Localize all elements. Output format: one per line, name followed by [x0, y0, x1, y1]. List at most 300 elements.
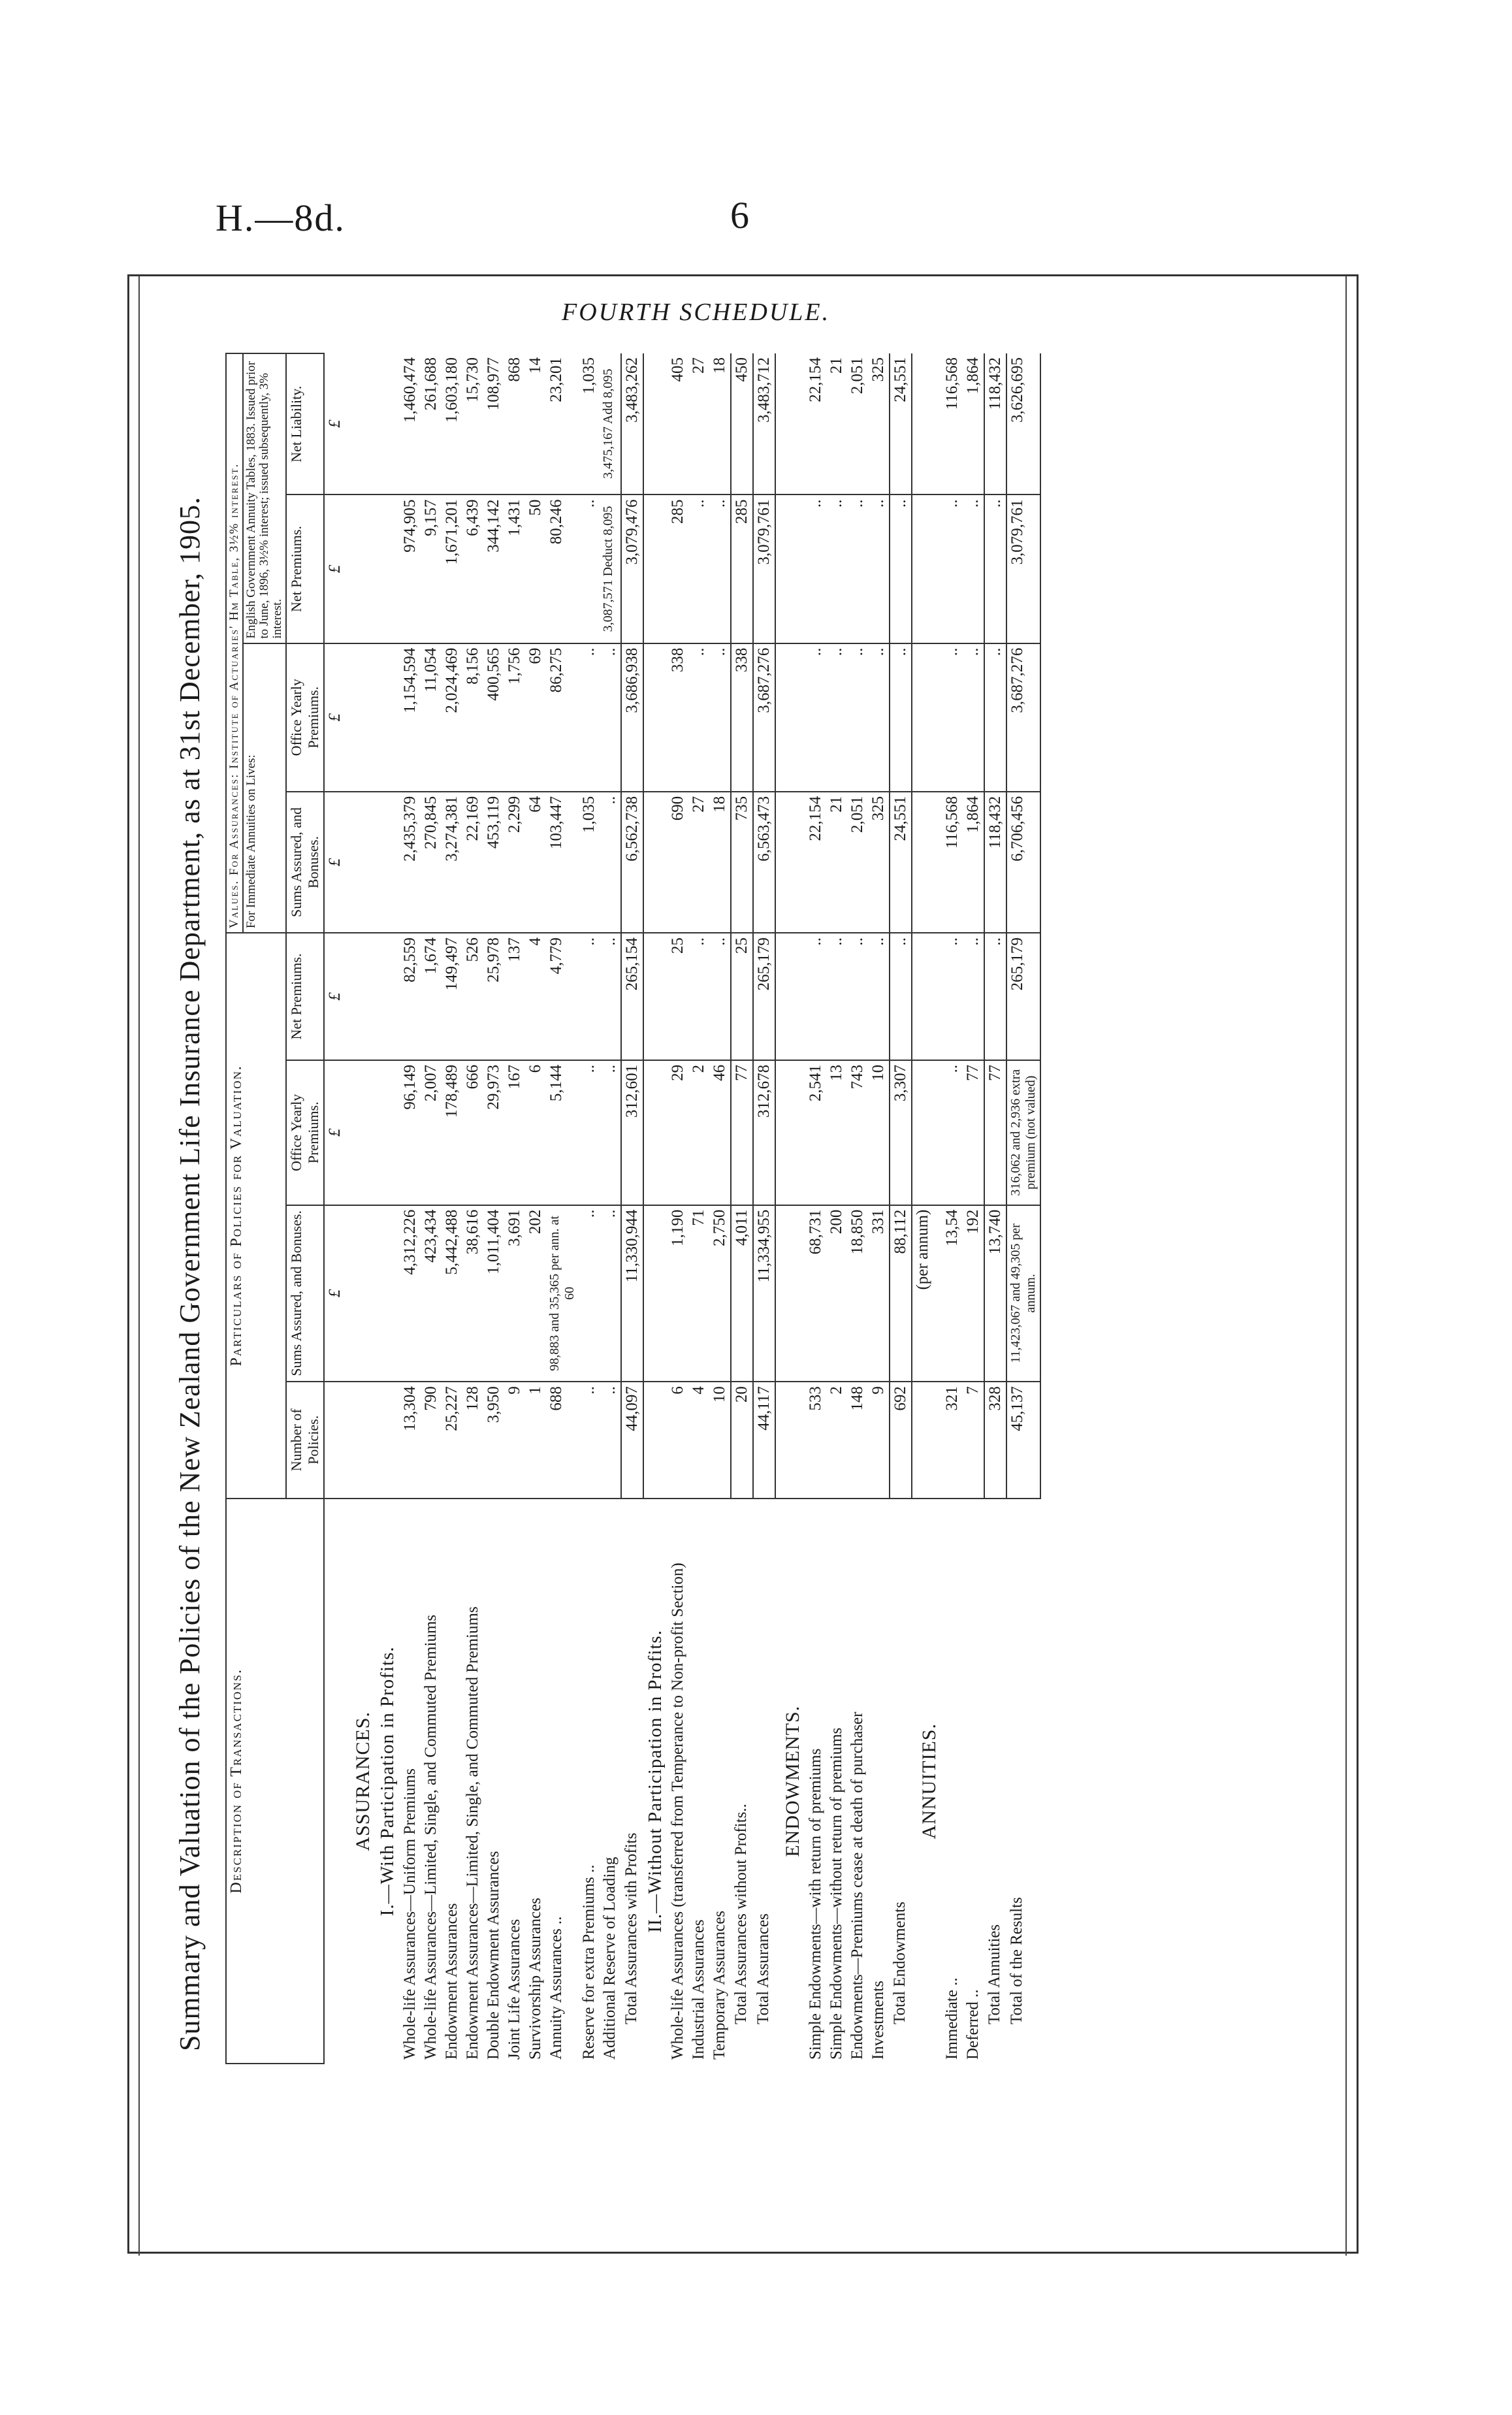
row-value: 71 [688, 1205, 709, 1382]
row-value: 98,883 and 35,365 per ann. at 60 [546, 1205, 579, 1382]
page-number: 6 [730, 194, 749, 236]
row-value: 21 [826, 353, 847, 494]
row-value: 18 [709, 353, 731, 494]
row-value: 790 [421, 1382, 442, 1498]
row-value: 3,079,761 [1006, 494, 1040, 643]
row-value: 77 [984, 1060, 1006, 1205]
row-value: 46 [709, 1060, 731, 1205]
row-value: 400,565 [483, 643, 504, 792]
col-values [226, 353, 243, 933]
row-value [775, 792, 805, 933]
table-row [376, 353, 400, 2064]
row-value: .. [709, 494, 731, 643]
row-value: 13,304 [400, 1382, 421, 1498]
row-value: 23,201 [546, 353, 579, 494]
row-value: 25,227 [442, 1382, 462, 1498]
row-value: 18 [709, 792, 731, 933]
row-value: .. [579, 1205, 600, 1382]
row-description: ASSURANCES. [346, 1499, 376, 2064]
row-value: .. [688, 643, 709, 792]
row-value: 77 [963, 1060, 984, 1205]
row-value: .. [579, 1382, 600, 1498]
row-value: .. [942, 1060, 963, 1205]
row-value: .. [984, 933, 1006, 1060]
row-value: 533 [805, 1382, 826, 1498]
row-description: Total Annuities [984, 1499, 1006, 2064]
row-value: 526 [462, 933, 483, 1060]
row-value: 137 [504, 933, 525, 1060]
row-value [643, 353, 668, 494]
row-value: 735 [731, 792, 753, 933]
row-value [912, 792, 942, 933]
row-value: 10 [868, 1060, 890, 1205]
row-value: 2 [688, 1060, 709, 1205]
row-value: 25 [731, 933, 753, 1060]
row-value: 27 [688, 792, 709, 933]
row-value: 3,686,938 [621, 643, 643, 792]
row-value: 11,054 [421, 643, 442, 792]
row-description: Whole-life Assurances (transferred from Temperance to Non-profit Section) [668, 1499, 688, 2064]
row-value: 690 [668, 792, 688, 933]
row-value: .. [963, 643, 984, 792]
table-row [579, 353, 600, 2064]
unit-pound: £ [324, 1205, 346, 1382]
annuity-basis: English Government Annuity Tables, 1883. Issued prior to June, 1896, 3½% interest; issued subsequently, 3% interest. [243, 353, 286, 643]
row-value: 4 [688, 1382, 709, 1498]
row-value: .. [868, 643, 890, 792]
table-row [504, 353, 525, 2064]
row-value: 25 [668, 933, 688, 1060]
row-value: 3,687,276 [753, 643, 775, 792]
row-value: 24,551 [890, 353, 912, 494]
row-value: 88,112 [890, 1205, 912, 1382]
row-description: Total Endowments [890, 1499, 912, 2064]
row-value [376, 933, 400, 1060]
row-value [346, 1060, 376, 1205]
row-value [346, 1205, 376, 1382]
row-value: 453,119 [483, 792, 504, 933]
table-row [963, 353, 984, 2064]
row-value: 3,483,712 [753, 353, 775, 494]
unit-pound: £ [324, 1060, 346, 1205]
row-value [346, 494, 376, 643]
row-value [912, 933, 942, 1060]
row-value: (per annum) [912, 1205, 942, 1382]
row-value [912, 353, 942, 494]
row-value: 3,950 [483, 1382, 504, 1498]
row-value: 688 [546, 1382, 579, 1498]
row-value: 9 [504, 1382, 525, 1498]
row-value: 265,179 [753, 933, 775, 1060]
row-value: 1,431 [504, 494, 525, 643]
row-value: 328 [984, 1382, 1006, 1498]
table-row [600, 353, 621, 2064]
table-row [525, 353, 546, 2064]
row-value: 6,439 [462, 494, 483, 643]
row-value: 3,475,167 Add 8,095 [600, 353, 621, 494]
row-value: 1,190 [668, 1205, 688, 1382]
rotated-table-container [225, 353, 1231, 2064]
row-value: 1,460,474 [400, 353, 421, 494]
row-value [775, 353, 805, 494]
row-value: 202 [525, 1205, 546, 1382]
row-value: 3,307 [890, 1060, 912, 1205]
row-description: Additional Reserve of Loading [600, 1499, 621, 2064]
row-value: 14 [525, 353, 546, 494]
row-value: 22,154 [805, 353, 826, 494]
unit-pound [324, 1382, 346, 1498]
row-value: 321 [942, 1382, 963, 1498]
table-row [643, 353, 668, 2064]
unit-pound: £ [324, 494, 346, 643]
row-value: 5,144 [546, 1060, 579, 1205]
row-value [346, 933, 376, 1060]
row-value: 743 [847, 1060, 868, 1205]
col-header-c8: Net Liability. [286, 353, 324, 494]
row-description: Double Endowment Assurances [483, 1499, 504, 2064]
row-description: Investments [868, 1499, 890, 2064]
row-value [376, 643, 400, 792]
row-value: 118,432 [984, 353, 1006, 494]
row-value: 265,179 [1006, 933, 1040, 1060]
row-value: .. [942, 643, 963, 792]
row-value: .. [805, 494, 826, 643]
row-value: .. [600, 933, 621, 1060]
table-row [847, 353, 868, 2064]
row-value: 1 [525, 1382, 546, 1498]
row-value: 5,442,488 [442, 1205, 462, 1382]
row-value [376, 792, 400, 933]
col-header-c6: Office Yearly Premiums. [286, 643, 324, 792]
row-description: Total of the Results [1006, 1499, 1040, 2064]
row-value: 3,079,476 [621, 494, 643, 643]
row-value: 13 [826, 1060, 847, 1205]
table-row [890, 353, 912, 2064]
row-value: .. [826, 933, 847, 1060]
row-value: 2,007 [421, 1060, 442, 1205]
row-value: .. [805, 933, 826, 1060]
row-value: 8,156 [462, 643, 483, 792]
table-row [442, 353, 462, 2064]
row-value: 285 [668, 494, 688, 643]
table-row [805, 353, 826, 2064]
row-value: 6,563,473 [753, 792, 775, 933]
row-value: 2 [826, 1382, 847, 1498]
row-value: 21 [826, 792, 847, 933]
row-value: 1,035 [579, 353, 600, 494]
row-value: 2,051 [847, 792, 868, 933]
row-value: 6,706,456 [1006, 792, 1040, 933]
row-description: Deferred .. [963, 1499, 984, 2064]
row-value: 24,551 [890, 792, 912, 933]
table-row [462, 353, 483, 2064]
row-value [775, 1382, 805, 1498]
row-description: Joint Life Assurances [504, 1499, 525, 2064]
row-value: 3,087,571 Deduct 8,095 [600, 494, 621, 643]
table-row [1006, 353, 1040, 2064]
col-header-c3: Office Yearly Premiums. [286, 1060, 324, 1205]
row-value: .. [709, 933, 731, 1060]
row-value [376, 494, 400, 643]
row-description: Endowments—Premiums cease at death of purchaser [847, 1499, 868, 2064]
row-value: 6,562,738 [621, 792, 643, 933]
row-value: 2,299 [504, 792, 525, 933]
row-value [775, 933, 805, 1060]
row-value: 692 [890, 1382, 912, 1498]
table-row [709, 353, 731, 2064]
row-value: 423,434 [421, 1205, 442, 1382]
row-value [346, 792, 376, 933]
row-value: 7 [963, 1382, 984, 1498]
row-value: .. [579, 933, 600, 1060]
row-value: 192 [963, 1205, 984, 1382]
row-value: .. [600, 643, 621, 792]
row-description: Whole-life Assurances—Limited, Single, and Commuted Premiums [421, 1499, 442, 2064]
row-value: .. [890, 643, 912, 792]
row-value: 3,079,761 [753, 494, 775, 643]
row-value: 22,154 [805, 792, 826, 933]
row-description: Temporary Assurances [709, 1499, 731, 2064]
row-value: 18,850 [847, 1205, 868, 1382]
row-description: Simple Endowments—with return of premiums [805, 1499, 826, 2064]
row-value: 2,750 [709, 1205, 731, 1382]
row-value: 149,497 [442, 933, 462, 1060]
row-value: 9,157 [421, 494, 442, 643]
row-description: Simple Endowments—without return of premiums [826, 1499, 847, 2064]
page-code: H.—8d. [216, 197, 346, 239]
row-value: 338 [668, 643, 688, 792]
row-value: 4,011 [731, 1205, 753, 1382]
row-description: ANNUITIES. [912, 1499, 942, 2064]
values-label: Values. [227, 879, 241, 929]
row-description: I.—With Participation in Profits. [376, 1499, 400, 2064]
row-value [376, 1060, 400, 1205]
row-value: 331 [868, 1205, 890, 1382]
unit-pound: £ [324, 933, 346, 1060]
row-value: .. [890, 494, 912, 643]
row-value: 405 [668, 353, 688, 494]
row-value: .. [942, 494, 963, 643]
row-description: Industrial Assurances [688, 1499, 709, 2064]
row-description: Total Assurances without Profits.. [731, 1499, 753, 2064]
row-description: Endowment Assurances [442, 1499, 462, 2064]
table-row [868, 353, 890, 2064]
row-value: 868 [504, 353, 525, 494]
unit-pound: £ [324, 792, 346, 933]
row-value: .. [890, 933, 912, 1060]
row-value: 450 [731, 353, 753, 494]
row-value: 1,864 [963, 792, 984, 933]
unit-pound: £ [324, 643, 346, 792]
row-value: .. [688, 494, 709, 643]
row-value: .. [847, 643, 868, 792]
row-value: .. [709, 643, 731, 792]
row-value: .. [847, 494, 868, 643]
row-value: .. [600, 1060, 621, 1205]
row-value: 44,097 [621, 1382, 643, 1498]
row-value [643, 933, 668, 1060]
row-value: 116,568 [942, 792, 963, 933]
row-value [346, 1382, 376, 1498]
row-value: 77 [731, 1060, 753, 1205]
row-value: 86,275 [546, 643, 579, 792]
table-row [912, 353, 942, 2064]
row-value: .. [868, 933, 890, 1060]
row-value: 15,730 [462, 353, 483, 494]
row-description: Survivorship Assurances [525, 1499, 546, 2064]
col-particulars: Particulars of Policies for Valuation. [226, 933, 286, 1498]
row-value: 1,756 [504, 643, 525, 792]
row-value: 80,246 [546, 494, 579, 643]
row-description: ENDOWMENTS. [775, 1499, 805, 2064]
row-value: 45,137 [1006, 1382, 1040, 1498]
row-value: 265,154 [621, 933, 643, 1060]
row-value [346, 353, 376, 494]
row-value [376, 353, 400, 494]
row-value: 3,274,381 [442, 792, 462, 933]
row-value: 118,432 [984, 792, 1006, 933]
row-value: 325 [868, 353, 890, 494]
col-header-c5: Sums Assured, and Bonuses. [286, 792, 324, 933]
row-value [643, 792, 668, 933]
row-value [912, 1382, 942, 1498]
unit-row-spacer [324, 1499, 346, 2064]
row-value: 20 [731, 1382, 753, 1498]
row-value: .. [579, 494, 600, 643]
col-header-c2: Sums Assured, and Bonuses. [286, 1205, 324, 1382]
table-row [688, 353, 709, 2064]
row-value: 261,688 [421, 353, 442, 494]
row-value: 96,149 [400, 1060, 421, 1205]
row-value: 338 [731, 643, 753, 792]
row-value: .. [984, 494, 1006, 643]
row-value: 3,687,276 [1006, 643, 1040, 792]
row-value: 3,626,695 [1006, 353, 1040, 494]
row-value: 108,977 [483, 353, 504, 494]
table-row [668, 353, 688, 2064]
row-value: 2,435,379 [400, 792, 421, 933]
row-value: 1,671,201 [442, 494, 462, 643]
row-description: Total Assurances with Profits [621, 1499, 643, 2064]
row-description: II.—Without Participation in Profits. [643, 1499, 668, 2064]
row-value: 44,117 [753, 1382, 775, 1498]
row-value: 1,035 [579, 792, 600, 933]
table-row [483, 353, 504, 2064]
row-value: 13,54 [942, 1205, 963, 1382]
row-value: 116,568 [942, 353, 963, 494]
row-value: .. [984, 643, 1006, 792]
row-value: .. [600, 1382, 621, 1498]
table-row [942, 353, 963, 2064]
row-value [346, 643, 376, 792]
row-value [775, 1205, 805, 1382]
row-value: 344,142 [483, 494, 504, 643]
col-header-c4: Net Premiums. [286, 933, 324, 1060]
table-row [826, 353, 847, 2064]
table-title: Summary and Valuation of the Policies of the New Zealand Government Life Insurance Department, as at 31st December, 1905. [174, 496, 206, 2051]
row-description: Whole-life Assurances—Uniform Premiums [400, 1499, 421, 2064]
row-value: 11,334,955 [753, 1205, 775, 1382]
row-value: .. [805, 643, 826, 792]
row-value: 13,740 [984, 1205, 1006, 1382]
col-description: Description of Transactions. [226, 1499, 324, 2064]
row-value: 50 [525, 494, 546, 643]
row-value: 128 [462, 1382, 483, 1498]
row-value: 4 [525, 933, 546, 1060]
row-value [643, 643, 668, 792]
row-value: 29 [668, 1060, 688, 1205]
row-value [643, 1205, 668, 1382]
row-value: 167 [504, 1060, 525, 1205]
table-row [753, 353, 775, 2064]
row-value: 3,691 [504, 1205, 525, 1382]
table-row [400, 353, 421, 2064]
row-value: .. [826, 494, 847, 643]
row-value: 270,845 [421, 792, 442, 933]
row-description: Annuity Assurances .. [546, 1499, 579, 2064]
table-row [346, 353, 376, 2064]
col-header-c1: Number of Policies. [286, 1382, 324, 1498]
row-value [775, 643, 805, 792]
row-value: 1,603,180 [442, 353, 462, 494]
row-value: .. [600, 792, 621, 933]
row-value [912, 494, 942, 643]
row-value: 69 [525, 643, 546, 792]
row-value: 2,024,469 [442, 643, 462, 792]
for-annuities-label: For Immediate Annuities on Lives: [243, 643, 286, 933]
row-value: 10 [709, 1382, 731, 1498]
row-value [376, 1205, 400, 1382]
row-value: 22,169 [462, 792, 483, 933]
row-value: .. [963, 494, 984, 643]
row-value: 38,616 [462, 1205, 483, 1382]
table-row [621, 353, 643, 2064]
for-assurances-basis: For Assurances: Institute of Actuaries' Hm Table, 3½% interest. [227, 462, 241, 876]
row-description: Endowment Assurances—Limited, Single, and Commuted Premiums [462, 1499, 483, 2064]
row-value: 4,779 [546, 933, 579, 1060]
row-value: .. [688, 933, 709, 1060]
row-value: 285 [731, 494, 753, 643]
row-value: 178,489 [442, 1060, 462, 1205]
row-value: 316,062 and 2,936 extra premium (not valued) [1006, 1060, 1040, 1205]
row-value: 2,541 [805, 1060, 826, 1205]
row-value [643, 1060, 668, 1205]
row-value: 1,154,594 [400, 643, 421, 792]
table-row [731, 353, 753, 2064]
schedule-heading: FOURTH SCHEDULE. [562, 299, 831, 326]
row-value: 9 [868, 1382, 890, 1498]
row-value: .. [942, 933, 963, 1060]
row-value: .. [579, 643, 600, 792]
row-value: 68,731 [805, 1205, 826, 1382]
row-value: 200 [826, 1205, 847, 1382]
row-value: 1,674 [421, 933, 442, 1060]
table-row [546, 353, 579, 2064]
col-header-c7: Net Premiums. [286, 494, 324, 643]
row-value [376, 1382, 400, 1498]
row-value: .. [963, 933, 984, 1060]
row-value: 25,978 [483, 933, 504, 1060]
row-value: 4,312,226 [400, 1205, 421, 1382]
row-value [775, 1060, 805, 1205]
row-value: 1,011,404 [483, 1205, 504, 1382]
valuation-table [225, 353, 1041, 2064]
row-value: 148 [847, 1382, 868, 1498]
row-value: 6 [525, 1060, 546, 1205]
table-row [984, 353, 1006, 2064]
table-row [421, 353, 442, 2064]
row-value: 11,330,944 [621, 1205, 643, 1382]
